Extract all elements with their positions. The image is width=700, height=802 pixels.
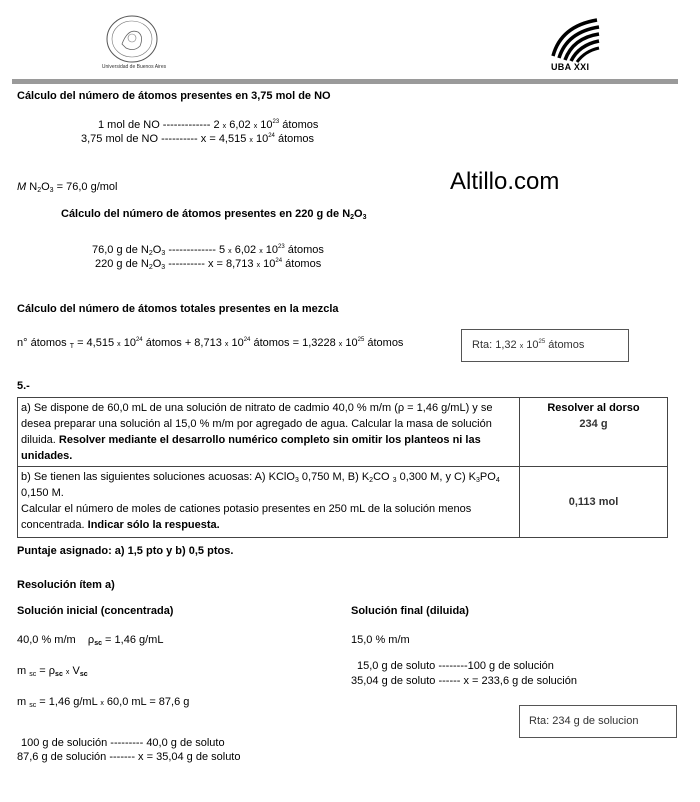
header-divider	[12, 79, 678, 84]
total-line: n° átomos $_T$ = 4,515 x $10^{24}$ átomos + 8,713 x $10^{24}$ átomos = 1,3228 x $10^{25}$ átomos	[17, 337, 404, 350]
table-row	[18, 467, 668, 538]
no-section-title: Cálculo del número de átomos presentes en 3,75 mol de NO	[17, 90, 331, 102]
final-solution-title: Solución final (diluida)	[351, 605, 469, 617]
item-a-answer: 234 g	[579, 418, 608, 430]
resolution-title: Resolución ítem a)	[17, 579, 115, 591]
item-b-answer: 0,113 mol	[568, 496, 619, 508]
final-line-3: 35,04 g de soluto ------ x = 233,6 g de solución	[351, 675, 577, 687]
watermark-text: Altillo.com	[450, 168, 560, 195]
initial-solution-title: Solución inicial (concentrada)	[17, 605, 174, 617]
uba-xxi-logo	[551, 18, 601, 63]
initial-line-5: 87,6 g de solución ------- x = 35,04 g de soluto	[17, 751, 241, 763]
university-seal-logo	[104, 14, 160, 64]
initial-line-4: 100 g de solución --------- 40,0 g de soluto	[21, 737, 225, 749]
final-line-2: 15,0 g de soluto --------100 g de solución	[357, 660, 554, 672]
item-a-statement: a) Se dispone de 60,0 mL de una solución de nitrato de cadmio 40,0 % m/m (ρ = 1,46 g/mL) y se desea preparar una solución al 15,0 % m/m por agregado de agua. Calcular la masa de solución diluida. Resolver mediante el desarrollo numérico completo sin omitir los planteos ni las unidades.	[18, 398, 520, 467]
item-a-answer-cell	[520, 398, 668, 467]
item-b-statement: b) Se tienen las siguientes soluciones acuosas: A) KClO$_3$ 0,750 M, B) $K_2CO$ $_3$ 0,300 M, y C) $K_3PO_4$ 0,150 M. Calcular el número de moles de cationes potasio presentes en 250 mL de la solución menos concentrada. Indicar sólo la respuesta.	[18, 467, 520, 538]
table-row	[18, 398, 668, 467]
no-line-1: 1 mol de NO ------------- 2 x 6,02 x $10^{23}$ átomos	[98, 119, 319, 131]
n2o3-line-2: 220 g de $N_2O_3$ ---------- x = 8,713 x $10^{24}$ átomos	[95, 258, 322, 271]
exercise-table	[17, 397, 668, 538]
molar-mass-line: M $N_2O_3 = 76,0$ g/mol	[17, 181, 118, 194]
initial-line-3: m $_{sc}$ = 1,46 g/mL x 60,0 mL = 87,6 g	[17, 696, 190, 709]
final-line-1: 15,0 % m/m	[351, 634, 410, 646]
total-section-title: Cálculo del número de átomos totales presentes en la mezcla	[17, 303, 339, 315]
no-line-2: 3,75 mol de NO ---------- x = 4,515 x $10^{24}$ átomos	[81, 133, 315, 145]
item-a-instruction: Resolver al dorso	[547, 402, 640, 414]
score-text: Puntaje asignado: a) 1,5 pto y b) 0,5 ptos.	[17, 545, 234, 557]
brand-caption: UBA XXI	[551, 62, 590, 72]
seal-caption: Universidad de Buenos Aires	[101, 64, 167, 70]
exercise-number: 5.-	[17, 380, 30, 392]
n2o3-line-1: 76,0 g de $N_2O_3$ ------------- 5 x 6,02 x $10^{23}$ átomos	[92, 244, 324, 257]
item-b-answer-cell	[520, 467, 668, 538]
answer-2-text: Rta: 234 g de solucion	[529, 715, 639, 727]
initial-line-1: 40,0 % m/m $\rho_{sc} = 1,46$ g/mL	[17, 634, 164, 647]
n2o3-section-title: Cálculo del número de átomos presentes en 220 g de $N_2O_3$	[61, 208, 367, 221]
answer-1-text: Rta: 1,32 x $10^{25}$ átomos	[472, 339, 585, 351]
initial-line-2: m $_{sc} = \rho_{sc}$ x $V_{sc}$	[17, 665, 88, 678]
